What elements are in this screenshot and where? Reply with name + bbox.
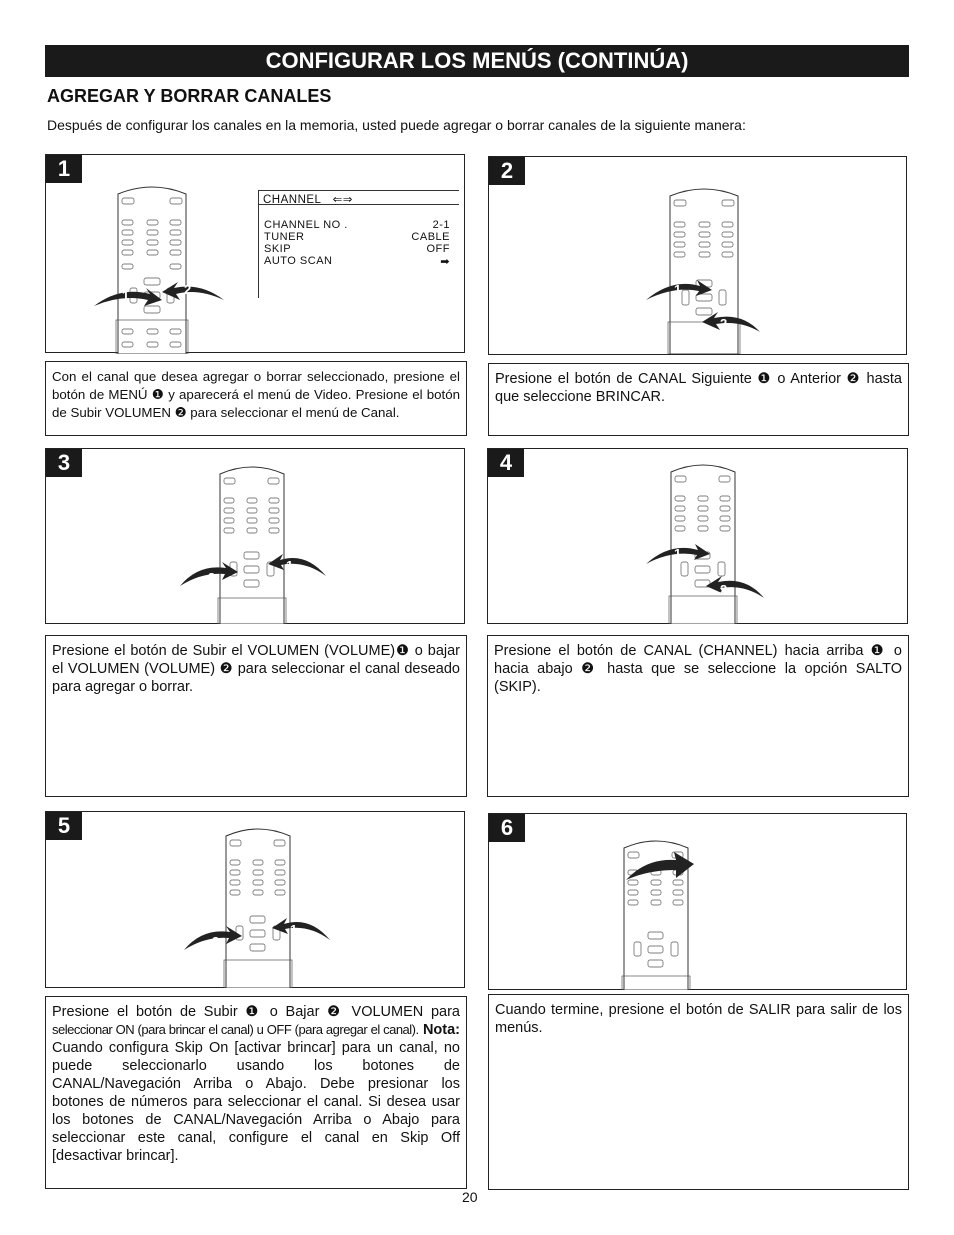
section-heading: AGREGAR Y BORRAR CANALES xyxy=(47,86,332,106)
press-arrow-icon xyxy=(642,540,766,602)
step-6-instructions: Cuando termine, presione el botón de SALIR para salir de los menús. xyxy=(488,994,909,1190)
callout-1: 1 xyxy=(122,288,130,303)
callout-2: 2 xyxy=(212,934,220,949)
step-number: 6 xyxy=(489,814,525,842)
osd-title: CHANNEL xyxy=(263,194,322,206)
callout-2: 2 xyxy=(208,570,216,585)
callout-1: 1 xyxy=(286,558,294,573)
press-arrow-icon xyxy=(642,278,762,336)
osd-row: TUNER CABLE xyxy=(264,231,450,243)
osd-row: CHANNEL NO . 2-1 xyxy=(264,219,450,231)
callout-2: 2 xyxy=(720,316,728,331)
press-arrow-icon xyxy=(90,280,230,320)
step-3-instructions: Presione el botón de Subir el VOLUMEN (VOLUME)❶ o bajar el VOLUMEN (VOLUME) ❷ para seleccionar el canal deseado para agregar o borrar. xyxy=(45,635,467,797)
osd-row: AUTO SCAN ➡ xyxy=(264,255,450,268)
callout-2: 2 xyxy=(720,582,728,597)
osd-arrows-icon: ⇐⇒ xyxy=(332,194,353,206)
callout-1: 1 xyxy=(674,546,682,561)
callout-2: 2 xyxy=(184,282,192,297)
osd-row: SKIP OFF xyxy=(264,243,450,255)
step-5-note-text: Cuando configura Skip On [activar brincar] para un canal, no puede seleccionarlo usando los botones de CANAL/Navegación Arriba o Abajo. Debe presionar los botones de números para seleccionar el canal. Si desea usar los botones de CANAL/Navegación Arriba o Abajo para seleccionar este canal, configure el canal en Skip Off [desactivar brincar]. xyxy=(52,1040,460,1164)
step-number: 3 xyxy=(46,449,82,477)
page-title: CONFIGURAR LOS MENÚS (CONTINÚA) xyxy=(45,45,909,77)
remote-control-icon xyxy=(220,826,296,988)
osd-divider xyxy=(259,204,459,205)
callout-1: 1 xyxy=(290,922,298,937)
step-5-instructions xyxy=(45,996,467,1189)
press-arrow-icon xyxy=(180,914,334,954)
press-arrow-icon xyxy=(176,550,330,590)
step-number: 2 xyxy=(489,157,525,185)
step-number: 4 xyxy=(488,449,524,477)
step-number: 1 xyxy=(46,155,82,183)
step-4-instructions: Presione el botón de CANAL (CHANNEL) hacia arriba ❶ o hacia abajo ❷ hasta que se seleccione la opción SALTO (SKIP). xyxy=(487,635,909,797)
step-1-instructions: Con el canal que desea agregar o borrar seleccionado, presione el botón de MENÚ ❶ y aparecerá el menú de Video. Presione el botón de Subir VOLUMEN ❷ para seleccionar el menú de Canal. xyxy=(45,361,467,436)
intro-text: Después de configurar los canales en la memoria, usted puede agregar o borrar canales de la siguiente manera: xyxy=(47,117,746,133)
channel-osd-menu xyxy=(258,190,459,298)
remote-control-icon xyxy=(112,184,192,354)
page-number: 20 xyxy=(462,1189,478,1205)
note-label: Nota: xyxy=(422,1022,460,1038)
step-number: 5 xyxy=(46,812,82,840)
step-5-text-b: seleccionar ON (para brincar el canal) u OFF (para agregar el canal). xyxy=(52,1022,419,1037)
step-5-text-a: Presione el botón de Subir ❶ o Bajar ❷ VOLUMEN para xyxy=(52,1004,460,1020)
callout-1: 1 xyxy=(674,282,682,297)
step-6-figure xyxy=(488,813,907,990)
osd-divider xyxy=(259,190,459,191)
press-arrow-icon xyxy=(622,850,706,890)
step-2-instructions: Presione el botón de CANAL Siguiente ❶ o Anterior ❷ hasta que seleccione BRINCAR. xyxy=(488,363,909,436)
remote-control-icon xyxy=(214,464,290,624)
